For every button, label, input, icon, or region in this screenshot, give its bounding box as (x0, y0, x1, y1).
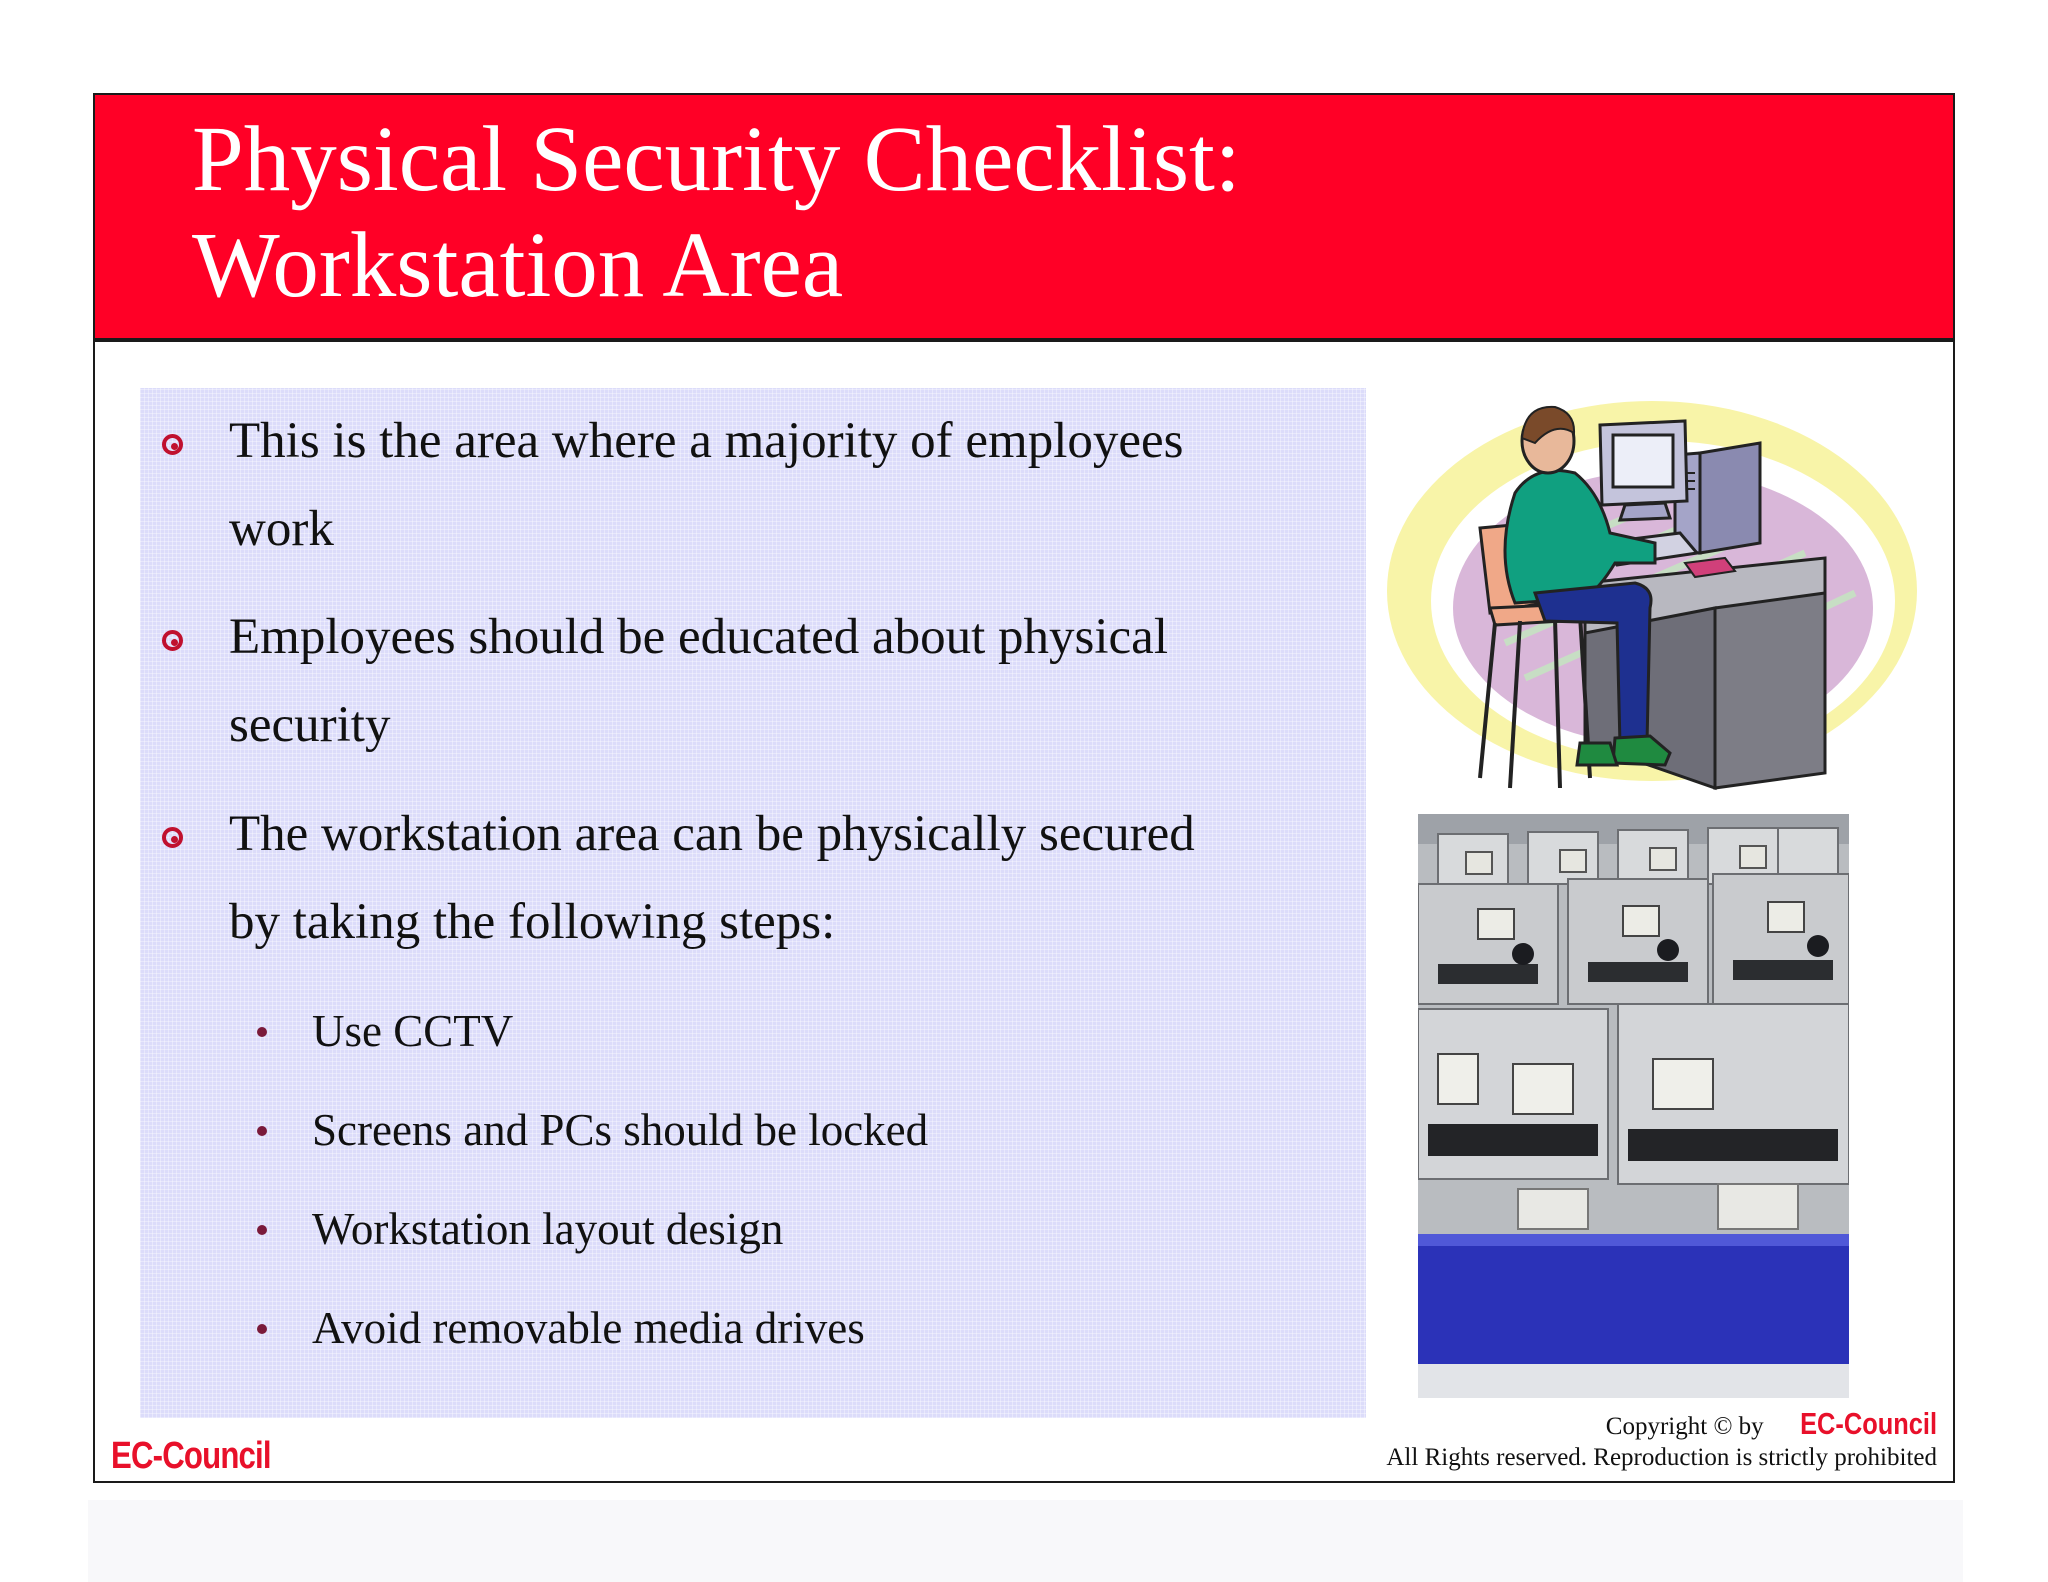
bullet-line: security (229, 697, 391, 753)
sub-bullet-text: Avoid removable media drives (312, 1303, 865, 1353)
slide (93, 93, 1955, 1483)
bullet-line: work (229, 501, 334, 557)
bullet-text (229, 790, 1349, 966)
small-dot-icon (257, 1225, 267, 1235)
rights-text: All Rights reserved. Reproduction is strictly prohibited (1386, 1444, 1937, 1471)
copyright-prefix: Copyright © by (1605, 1413, 1764, 1440)
worker-at-computer-illustration (1385, 393, 1919, 793)
title-line-1: Physical Security Checklist: (192, 108, 1241, 211)
copyright-notice (1386, 1408, 1937, 1473)
circled-dot-icon (162, 630, 183, 651)
slide-title (192, 107, 1241, 319)
sub-bullet-text: Screens and PCs should be locked (312, 1105, 929, 1155)
sub-bullet-text: Workstation layout design (312, 1204, 784, 1254)
bullet-line: This is the area where a majority of employees (229, 413, 1184, 469)
circled-dot-icon (162, 827, 183, 848)
bullet-line: by taking the following steps: (229, 894, 836, 950)
copyright-row (1386, 1408, 1937, 1442)
bullet-text (229, 397, 1349, 573)
small-dot-icon (257, 1126, 267, 1136)
bullet-line: The workstation area can be physically secured (229, 806, 1195, 862)
slide-header (95, 95, 1953, 342)
bullet-line: Employees should be educated about physical (229, 609, 1168, 665)
circled-dot-icon (162, 434, 183, 455)
small-dot-icon (257, 1027, 267, 1037)
small-dot-icon (257, 1324, 267, 1334)
office-cubicles-photo (1418, 814, 1849, 1398)
ec-council-logo: EC-Council (111, 1435, 271, 1477)
bullet-text (229, 593, 1349, 769)
copyright-brand: EC-Council (1800, 1406, 1937, 1441)
content-panel (140, 388, 1366, 1418)
title-line-2: Workstation Area (192, 214, 844, 317)
bottom-band (88, 1500, 1963, 1582)
sub-bullet-text: Use CCTV (312, 1006, 514, 1056)
